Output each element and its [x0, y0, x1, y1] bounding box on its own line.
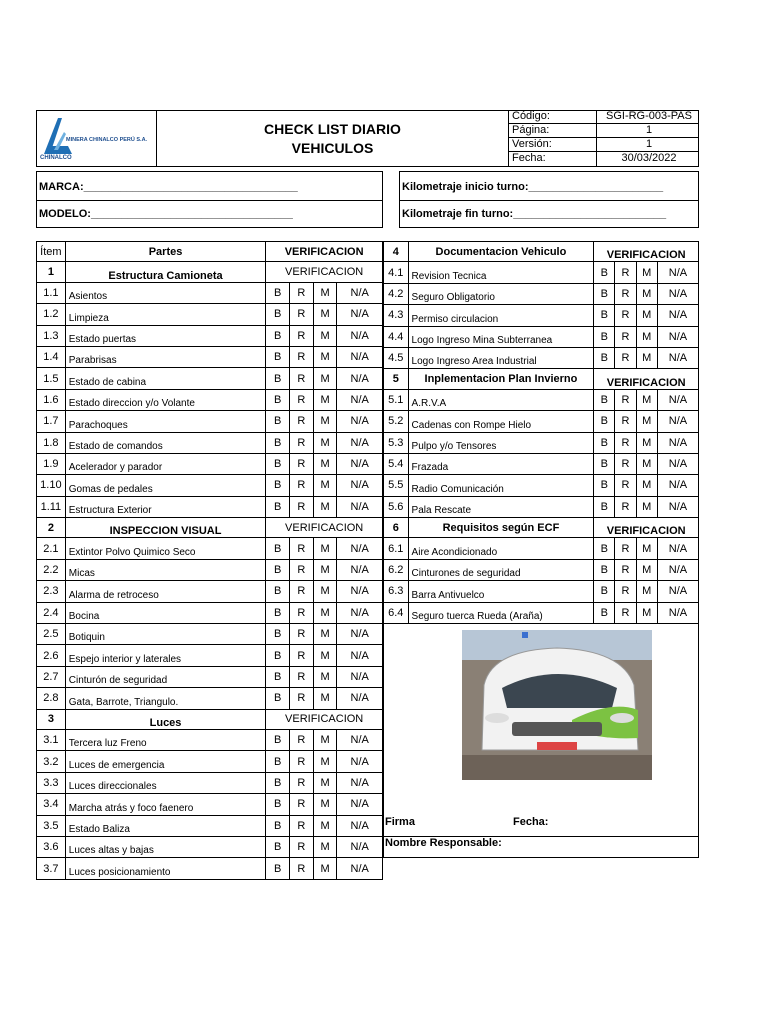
option-na[interactable]: N/A: [337, 645, 383, 666]
option-m[interactable]: M: [313, 346, 337, 367]
option-m[interactable]: M: [636, 475, 657, 496]
table-row: 5.1 A.R.V.A B R M N/A: [384, 389, 699, 410]
table-row: 1.4 Parabrisas B R M N/A: [37, 346, 383, 367]
option-r[interactable]: R: [615, 581, 636, 602]
option-r[interactable]: R: [289, 666, 313, 687]
option-na[interactable]: N/A: [657, 453, 698, 474]
km-fields: [399, 171, 699, 228]
table-row: 3.2 Luces de emergencia B R M N/A: [37, 751, 383, 772]
option-m[interactable]: M: [313, 666, 337, 687]
section-header: 3 Luces VERIFICACION: [37, 709, 383, 729]
option-r[interactable]: R: [289, 475, 313, 496]
option-na[interactable]: N/A: [657, 283, 698, 304]
option-r[interactable]: R: [289, 304, 313, 325]
option-b[interactable]: B: [266, 858, 290, 879]
table-row: 6.1 Aire Acondicionado B R M N/A: [384, 538, 699, 559]
option-m[interactable]: M: [636, 262, 657, 283]
option-r[interactable]: R: [615, 262, 636, 283]
option-na[interactable]: N/A: [337, 729, 383, 750]
option-b[interactable]: B: [594, 496, 615, 517]
table-row: 5.5 Radio Comunicación B R M N/A: [384, 475, 699, 496]
option-m[interactable]: M: [313, 538, 337, 559]
modelo-field[interactable]: MODELO:_________________________________: [39, 208, 293, 220]
option-m[interactable]: M: [636, 538, 657, 559]
table-row: 1.2 Limpieza B R M N/A: [37, 304, 383, 325]
option-na[interactable]: N/A: [337, 815, 383, 836]
option-b[interactable]: B: [594, 475, 615, 496]
option-na[interactable]: N/A: [337, 559, 383, 580]
option-r[interactable]: R: [289, 645, 313, 666]
option-na[interactable]: N/A: [657, 262, 698, 283]
option-r[interactable]: R: [289, 751, 313, 772]
option-r[interactable]: R: [289, 538, 313, 559]
option-m[interactable]: M: [313, 688, 337, 709]
option-na[interactable]: N/A: [337, 858, 383, 879]
option-b[interactable]: B: [594, 389, 615, 410]
option-na[interactable]: N/A: [657, 602, 698, 623]
option-r[interactable]: R: [289, 688, 313, 709]
option-m[interactable]: M: [636, 496, 657, 517]
option-r[interactable]: R: [289, 325, 313, 346]
brand-name: CHINALCO: [40, 155, 72, 161]
option-m[interactable]: M: [636, 602, 657, 623]
option-r[interactable]: R: [615, 389, 636, 410]
option-r[interactable]: R: [289, 559, 313, 580]
option-m[interactable]: M: [313, 411, 337, 432]
option-b[interactable]: B: [266, 815, 290, 836]
option-na[interactable]: N/A: [337, 602, 383, 623]
option-na[interactable]: N/A: [657, 432, 698, 453]
option-na[interactable]: N/A: [657, 389, 698, 410]
option-m[interactable]: M: [313, 836, 337, 857]
option-b[interactable]: B: [594, 326, 615, 347]
meta-row: Página: 1: [509, 124, 699, 138]
vehicle-fields: [36, 171, 383, 228]
table-row: 3.4 Marcha atrás y foco faenero B R M N/A: [37, 794, 383, 815]
option-b[interactable]: B: [266, 729, 290, 750]
option-r[interactable]: R: [289, 389, 313, 410]
option-b[interactable]: B: [266, 559, 290, 580]
option-m[interactable]: M: [636, 326, 657, 347]
option-r[interactable]: R: [289, 815, 313, 836]
option-r[interactable]: R: [289, 411, 313, 432]
table-row: 1.5 Estado de cabina B R M N/A: [37, 368, 383, 389]
table-row: 4.3 Permiso circulacion B R M N/A: [384, 305, 699, 326]
option-r[interactable]: R: [289, 624, 313, 645]
section-header: 5 Inplementacion Plan Invierno VERIFICACION: [384, 369, 699, 389]
option-b[interactable]: B: [266, 346, 290, 367]
option-b[interactable]: B: [594, 305, 615, 326]
option-r[interactable]: R: [289, 772, 313, 793]
option-m[interactable]: M: [313, 794, 337, 815]
table-row: 5.4 Frazada B R M N/A: [384, 453, 699, 474]
option-na[interactable]: N/A: [337, 581, 383, 602]
section-header: 4 Documentacion Vehiculo VERIFICACION: [384, 242, 699, 262]
option-r[interactable]: R: [615, 453, 636, 474]
right-checklist: [383, 241, 699, 624]
option-r[interactable]: R: [289, 453, 313, 474]
table-row: 1.1 Asientos B R M N/A: [37, 282, 383, 303]
option-r[interactable]: R: [289, 794, 313, 815]
option-na[interactable]: N/A: [337, 688, 383, 709]
table-row: 5.2 Cadenas con Rompe Hielo B R M N/A: [384, 411, 699, 432]
option-r[interactable]: R: [615, 411, 636, 432]
meta-row: Fecha: 30/03/2022: [512, 152, 677, 164]
option-na[interactable]: N/A: [657, 326, 698, 347]
section-header: 6 Requisitos según ECF VERIFICACION: [384, 518, 699, 538]
table-row: 3.7 Luces posicionamiento B R M N/A: [37, 858, 383, 879]
option-b[interactable]: B: [266, 368, 290, 389]
option-m[interactable]: M: [313, 325, 337, 346]
option-m[interactable]: M: [313, 581, 337, 602]
option-b[interactable]: B: [594, 411, 615, 432]
option-b[interactable]: B: [594, 432, 615, 453]
option-m[interactable]: M: [313, 389, 337, 410]
option-r[interactable]: R: [615, 283, 636, 304]
option-na[interactable]: N/A: [337, 432, 383, 453]
table-row: 1.6 Estado direccion y/o Volante B R M N/A: [37, 389, 383, 410]
section-header: 2 INSPECCION VISUAL VERIFICACION: [37, 518, 383, 538]
table-row: 2.5 Botiquin B R M N/A: [37, 624, 383, 645]
section-header: 1 Estructura Camioneta VERIFICACION: [37, 262, 383, 282]
option-b[interactable]: B: [266, 794, 290, 815]
option-na[interactable]: N/A: [337, 282, 383, 303]
option-m[interactable]: M: [636, 432, 657, 453]
meta-row: Versión: 1: [509, 138, 699, 152]
option-b[interactable]: B: [266, 624, 290, 645]
option-m[interactable]: M: [313, 602, 337, 623]
option-r[interactable]: R: [289, 346, 313, 367]
option-b[interactable]: B: [594, 347, 615, 368]
option-m[interactable]: M: [313, 496, 337, 517]
option-b[interactable]: B: [266, 688, 290, 709]
option-na[interactable]: N/A: [657, 559, 698, 580]
km-inicio-field[interactable]: Kilometraje inicio turno:______________________: [402, 181, 664, 193]
option-m[interactable]: M: [313, 475, 337, 496]
option-r[interactable]: R: [615, 326, 636, 347]
option-na[interactable]: N/A: [337, 346, 383, 367]
option-na[interactable]: N/A: [337, 538, 383, 559]
page-title: CHECK LIST DIARIO VEHICULOS: [157, 110, 509, 167]
option-b[interactable]: B: [266, 538, 290, 559]
option-na[interactable]: N/A: [657, 475, 698, 496]
km-fin-field[interactable]: Kilometraje fin turno:_________________________: [402, 208, 667, 220]
option-m[interactable]: M: [636, 305, 657, 326]
option-m[interactable]: M: [313, 624, 337, 645]
option-b[interactable]: B: [266, 836, 290, 857]
option-na[interactable]: N/A: [337, 368, 383, 389]
option-b[interactable]: B: [594, 602, 615, 623]
table-row: 2.7 Cinturón de seguridad B R M N/A: [37, 666, 383, 687]
option-b[interactable]: B: [594, 262, 615, 283]
option-b[interactable]: B: [594, 581, 615, 602]
option-r[interactable]: R: [615, 432, 636, 453]
table-row: 2.4 Bocina B R M N/A: [37, 602, 383, 623]
table-row: 4.1 Revision Tecnica B R M N/A: [384, 262, 699, 283]
option-m[interactable]: M: [636, 411, 657, 432]
option-m[interactable]: M: [313, 304, 337, 325]
option-na[interactable]: N/A: [337, 411, 383, 432]
option-b[interactable]: B: [266, 602, 290, 623]
table-row: 1.9 Acelerador y parador B R M N/A: [37, 453, 383, 474]
responsable-label: Nombre Responsable:: [385, 837, 502, 849]
meta-row: Código: SGI-RG-003-PAS: [509, 110, 699, 124]
option-m[interactable]: M: [636, 283, 657, 304]
option-b[interactable]: B: [594, 538, 615, 559]
option-b[interactable]: B: [266, 304, 290, 325]
option-na[interactable]: N/A: [337, 389, 383, 410]
table-row: 6.2 Cinturones de seguridad B R M N/A: [384, 559, 699, 580]
table-row: 1.3 Estado puertas B R M N/A: [37, 325, 383, 346]
option-m[interactable]: M: [313, 432, 337, 453]
option-na[interactable]: N/A: [337, 496, 383, 517]
option-m[interactable]: M: [636, 347, 657, 368]
option-r[interactable]: R: [289, 432, 313, 453]
table-row: 3.3 Luces direccionales B R M N/A: [37, 772, 383, 793]
option-b[interactable]: B: [266, 496, 290, 517]
option-na[interactable]: N/A: [337, 772, 383, 793]
option-m[interactable]: M: [313, 858, 337, 879]
option-b[interactable]: B: [594, 283, 615, 304]
option-na[interactable]: N/A: [337, 751, 383, 772]
table-row: 1.11 Estructura Exterior B R M N/A: [37, 496, 383, 517]
option-m[interactable]: M: [313, 368, 337, 389]
table-header: Ítem Partes VERIFICACION: [37, 242, 383, 262]
option-m[interactable]: M: [313, 751, 337, 772]
option-b[interactable]: B: [266, 645, 290, 666]
option-m[interactable]: M: [313, 729, 337, 750]
option-m[interactable]: M: [636, 453, 657, 474]
option-na[interactable]: N/A: [657, 496, 698, 517]
option-na[interactable]: N/A: [337, 794, 383, 815]
table-row: 2.3 Alarma de retroceso B R M N/A: [37, 581, 383, 602]
option-r[interactable]: R: [615, 496, 636, 517]
option-r[interactable]: R: [289, 836, 313, 857]
option-b[interactable]: B: [266, 411, 290, 432]
option-m[interactable]: M: [313, 453, 337, 474]
option-b[interactable]: B: [594, 559, 615, 580]
table-row: 1.8 Estado de comandos B R M N/A: [37, 432, 383, 453]
table-row: 4.4 Logo Ingreso Mina Subterranea B R M N/A: [384, 326, 699, 347]
firma-label: Firma: [385, 816, 415, 828]
option-na[interactable]: N/A: [657, 411, 698, 432]
table-row: 1.7 Parachoques B R M N/A: [37, 411, 383, 432]
table-row: 6.4 Seguro tuerca Rueda (Araña) B R M N/A: [384, 602, 699, 623]
table-row: 6.3 Barra Antivuelco B R M N/A: [384, 581, 699, 602]
option-m[interactable]: M: [313, 815, 337, 836]
option-b[interactable]: B: [266, 282, 290, 303]
option-r[interactable]: R: [289, 496, 313, 517]
option-r[interactable]: R: [615, 538, 636, 559]
left-checklist: [36, 241, 383, 880]
fecha-label: Fecha:: [513, 816, 549, 828]
option-na[interactable]: N/A: [657, 581, 698, 602]
option-r[interactable]: R: [615, 347, 636, 368]
option-r[interactable]: R: [615, 602, 636, 623]
table-row: 4.2 Seguro Obligatorio B R M N/A: [384, 283, 699, 304]
table-row: 1.10 Gomas de pedales B R M N/A: [37, 475, 383, 496]
option-m[interactable]: M: [313, 645, 337, 666]
table-row: 5.6 Pala Rescate B R M N/A: [384, 496, 699, 517]
option-na[interactable]: N/A: [657, 538, 698, 559]
option-b[interactable]: B: [266, 453, 290, 474]
option-r[interactable]: R: [615, 559, 636, 580]
option-r[interactable]: R: [289, 282, 313, 303]
table-row: 2.8 Gata, Barrote, Triangulo. B R M N/A: [37, 688, 383, 709]
option-b[interactable]: B: [266, 751, 290, 772]
table-row: 2.6 Espejo interior y laterales B R M N/A: [37, 645, 383, 666]
option-b[interactable]: B: [266, 475, 290, 496]
company-logo: [36, 110, 157, 167]
option-r[interactable]: R: [615, 305, 636, 326]
option-m[interactable]: M: [636, 581, 657, 602]
option-b[interactable]: B: [266, 666, 290, 687]
option-r[interactable]: R: [289, 581, 313, 602]
option-b[interactable]: B: [266, 389, 290, 410]
option-b[interactable]: B: [266, 581, 290, 602]
table-row: 4.5 Logo Ingreso Area Industrial B R M N/A: [384, 347, 699, 368]
option-na[interactable]: N/A: [337, 304, 383, 325]
option-b[interactable]: B: [594, 453, 615, 474]
table-row: 3.1 Tercera luz Freno B R M N/A: [37, 729, 383, 750]
option-na[interactable]: N/A: [337, 836, 383, 857]
option-na[interactable]: N/A: [337, 325, 383, 346]
table-row: 3.6 Luces altas y bajas B R M N/A: [37, 836, 383, 857]
option-na[interactable]: N/A: [337, 453, 383, 474]
option-r[interactable]: R: [289, 729, 313, 750]
table-row: 3.5 Estado Baliza B R M N/A: [37, 815, 383, 836]
table-row: 2.1 Extintor Polvo Quimico Seco B R M N/A: [37, 538, 383, 559]
table-row: 5.3 Pulpo y/o Tensores B R M N/A: [384, 432, 699, 453]
option-b[interactable]: B: [266, 325, 290, 346]
vehicle-photo: [462, 630, 652, 780]
option-b[interactable]: B: [266, 772, 290, 793]
option-b[interactable]: B: [266, 432, 290, 453]
option-m[interactable]: M: [636, 559, 657, 580]
option-m[interactable]: M: [313, 772, 337, 793]
marca-field[interactable]: MARCA:___________________________________: [39, 181, 298, 193]
option-m[interactable]: M: [313, 282, 337, 303]
company-name: MINERA CHINALCO PERÚ S.A.: [66, 137, 148, 143]
option-na[interactable]: N/A: [657, 347, 698, 368]
option-na[interactable]: N/A: [337, 624, 383, 645]
option-r[interactable]: R: [289, 602, 313, 623]
table-row: 2.2 Micas B R M N/A: [37, 559, 383, 580]
option-m[interactable]: M: [313, 559, 337, 580]
option-r[interactable]: R: [289, 368, 313, 389]
option-r[interactable]: R: [289, 858, 313, 879]
option-r[interactable]: R: [615, 475, 636, 496]
option-na[interactable]: N/A: [337, 475, 383, 496]
option-na[interactable]: N/A: [337, 666, 383, 687]
option-na[interactable]: N/A: [657, 305, 698, 326]
option-m[interactable]: M: [636, 389, 657, 410]
